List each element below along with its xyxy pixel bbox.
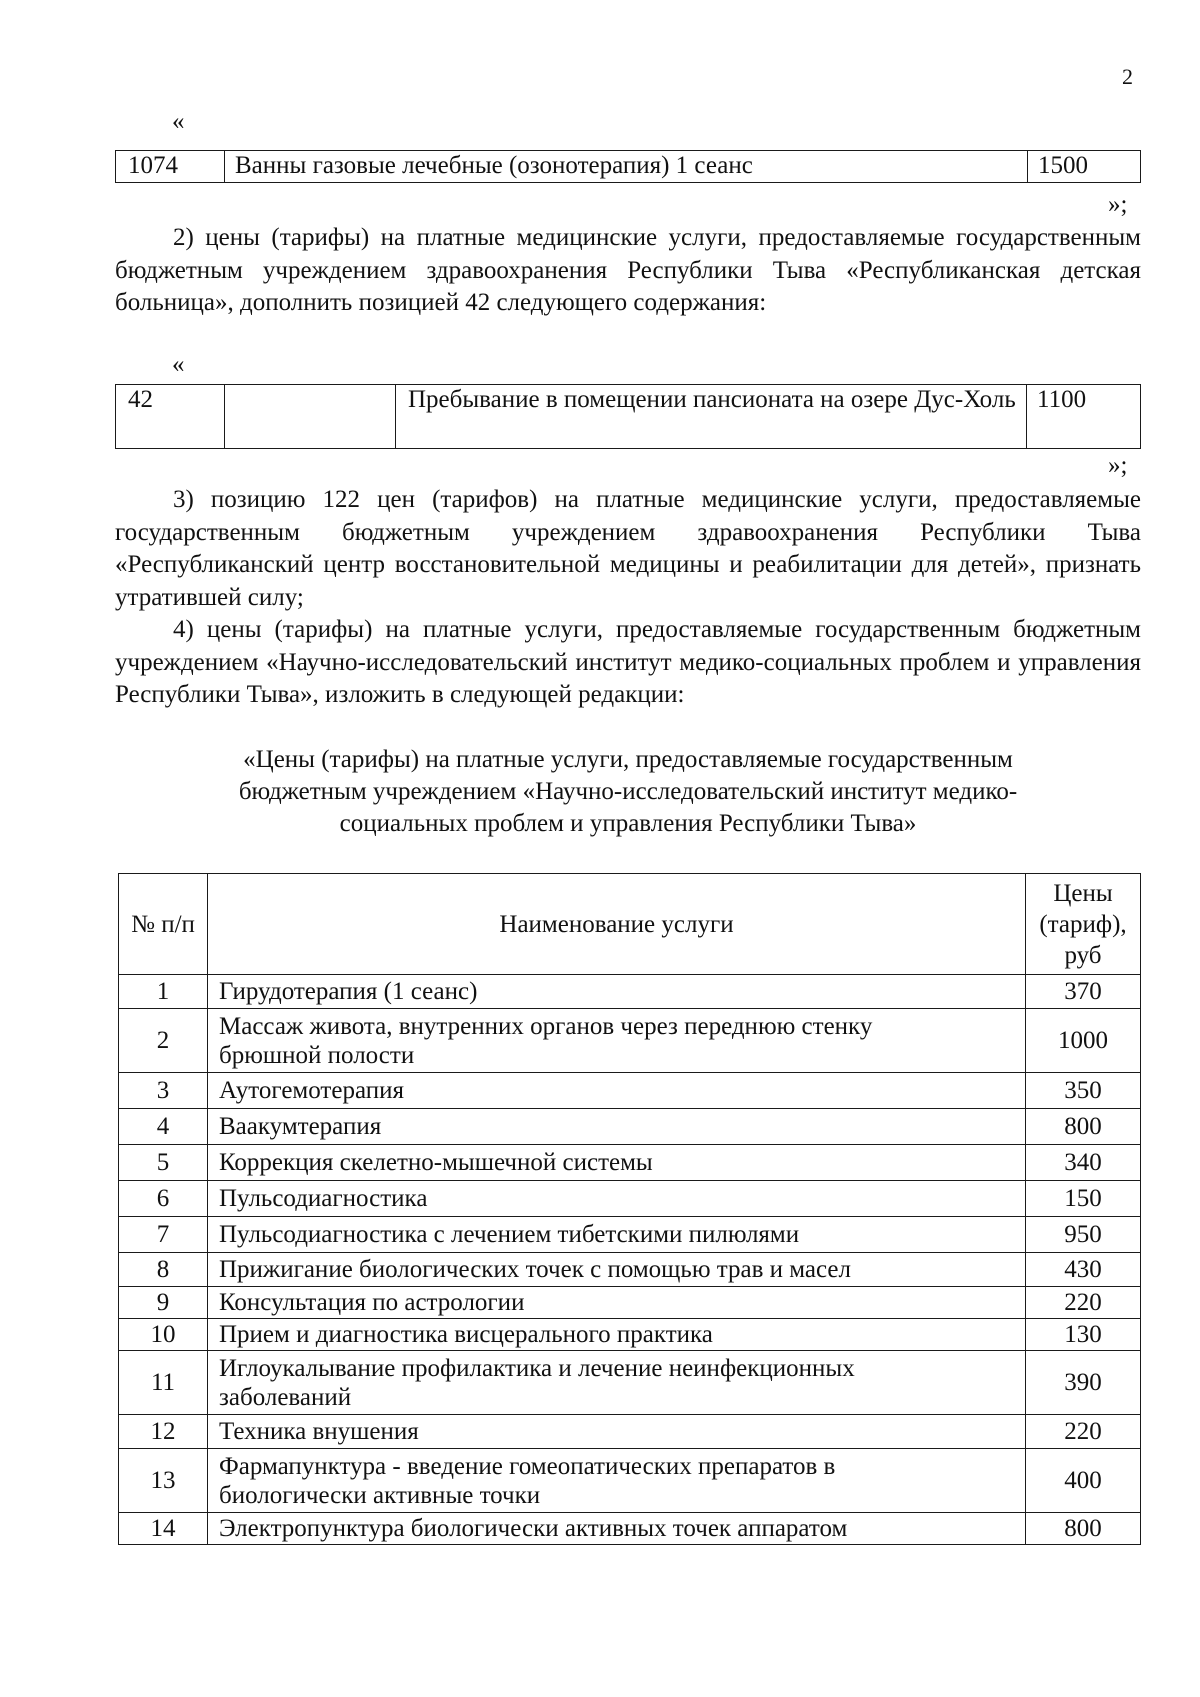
row-service-name: Массаж живота, внутренних органов через переднюю стенку брюшной полости bbox=[208, 1009, 1026, 1073]
title-line-1: «Цены (тарифы) на платные услуги, предоставляемые государственным bbox=[243, 746, 1013, 773]
price-list-title bbox=[115, 744, 1141, 840]
table-row bbox=[116, 385, 1141, 449]
table-row bbox=[119, 1109, 1141, 1145]
table-row bbox=[119, 1415, 1141, 1449]
table-row bbox=[119, 1145, 1141, 1181]
paragraph-4 bbox=[115, 614, 1141, 712]
row-service-name: Аутогемотерапия bbox=[208, 1073, 1026, 1109]
table-row bbox=[119, 1009, 1141, 1073]
opening-quote: « bbox=[172, 351, 185, 378]
paragraph-2 bbox=[115, 222, 1141, 320]
header-price: Цены (тариф), руб bbox=[1026, 874, 1141, 975]
row-number: 6 bbox=[119, 1181, 208, 1217]
paragraph-2-text: 2) цены (тарифы) на платные медицинские услуги, предоставляемые государственным бюджетным учреждением здравоохранения Республики Тыва «Республиканская детская больница», дополнить позицией 42 следующего содержания: bbox=[115, 224, 1141, 316]
table-row bbox=[119, 1351, 1141, 1415]
row-number: 1 bbox=[119, 975, 208, 1009]
table-row bbox=[119, 1319, 1141, 1351]
table-row bbox=[119, 1217, 1141, 1253]
row-number: 5 bbox=[119, 1145, 208, 1181]
row-service-name: Иглоукалывание профилактика и лечение неинфекционных заболеваний bbox=[208, 1351, 1026, 1415]
row-number: 8 bbox=[119, 1253, 208, 1287]
table-row bbox=[119, 1287, 1141, 1319]
row-price: 340 bbox=[1026, 1145, 1141, 1181]
service-name-cell: Пребывание в помещении пансионата на озере Дус-Холь bbox=[396, 385, 1027, 449]
row-number: 10 bbox=[119, 1319, 208, 1351]
code-cell: 1074 bbox=[116, 151, 225, 183]
row-number: 11 bbox=[119, 1351, 208, 1415]
row-price: 800 bbox=[1026, 1513, 1141, 1545]
row-service-name: Фармапунктура - введение гомеопатических препаратов в биологически активные точки bbox=[208, 1449, 1026, 1513]
row-price: 220 bbox=[1026, 1287, 1141, 1319]
price-list-table bbox=[118, 873, 1141, 1545]
row-price: 400 bbox=[1026, 1449, 1141, 1513]
table-row bbox=[119, 1073, 1141, 1109]
row-service-name: Прижигание биологических точек с помощью трав и масел bbox=[208, 1253, 1026, 1287]
row-service-name: Коррекция скелетно-мышечной системы bbox=[208, 1145, 1026, 1181]
table-row bbox=[119, 1181, 1141, 1217]
row-price: 370 bbox=[1026, 975, 1141, 1009]
paragraph-3-text: 3) позицию 122 цен (тарифов) на платные медицинские услуги, предоставляемые государственным бюджетным учреждением здравоохранения Республики Тыва «Республиканский центр восстановительной медицины и реабилитации для детей», признать утратившей силу; bbox=[115, 486, 1141, 611]
table-row bbox=[119, 975, 1141, 1009]
row-price: 130 bbox=[1026, 1319, 1141, 1351]
row-service-name: Ваакумтерапия bbox=[208, 1109, 1026, 1145]
row-service-name: Техника внушения bbox=[208, 1415, 1026, 1449]
row-number: 4 bbox=[119, 1109, 208, 1145]
row-service-name: Прием и диагностика висцерального практика bbox=[208, 1319, 1026, 1351]
title-line-2: бюджетным учреждением «Научно-исследовательский институт медико- bbox=[238, 778, 1018, 805]
header-service-name: Наименование услуги bbox=[208, 874, 1026, 975]
row-price: 350 bbox=[1026, 1073, 1141, 1109]
paragraph-3 bbox=[115, 484, 1141, 614]
table-header-row bbox=[119, 874, 1141, 975]
closing-quote: »; bbox=[1108, 191, 1128, 218]
row-number: 13 bbox=[119, 1449, 208, 1513]
code-cell: 42 bbox=[116, 385, 225, 449]
row-number: 2 bbox=[119, 1009, 208, 1073]
row-service-name: Гирудотерапия (1 сеанс) bbox=[208, 975, 1026, 1009]
row-number: 7 bbox=[119, 1217, 208, 1253]
opening-quote: « bbox=[172, 108, 185, 135]
row-number: 14 bbox=[119, 1513, 208, 1545]
table-row bbox=[116, 151, 1141, 183]
row-service-name: Пульсодиагностика с лечением тибетскими пилюлями bbox=[208, 1217, 1026, 1253]
row-number: 3 bbox=[119, 1073, 208, 1109]
row-price: 950 bbox=[1026, 1217, 1141, 1253]
amendment-table-1 bbox=[115, 150, 1141, 183]
table-row bbox=[119, 1513, 1141, 1545]
price-cell: 1100 bbox=[1027, 385, 1141, 449]
table-row bbox=[119, 1449, 1141, 1513]
row-price: 220 bbox=[1026, 1415, 1141, 1449]
row-number: 9 bbox=[119, 1287, 208, 1319]
header-number: № п/п bbox=[119, 874, 208, 975]
title-line-3: социальных проблем и управления Республики Тыва» bbox=[339, 810, 917, 837]
row-service-name: Электропунктура биологически активных точек аппаратом bbox=[208, 1513, 1026, 1545]
closing-quote: »; bbox=[1108, 452, 1128, 479]
paragraph-4-text: 4) цены (тарифы) на платные услуги, предоставляемые государственным бюджетным учреждением «Научно-исследовательский институт медико-социальных проблем и управления Республики Тыва», изложить в следующей редакции: bbox=[115, 616, 1141, 708]
page-number: 2 bbox=[1122, 64, 1133, 89]
row-price: 430 bbox=[1026, 1253, 1141, 1287]
empty-cell bbox=[225, 385, 396, 449]
row-price: 1000 bbox=[1026, 1009, 1141, 1073]
service-name-cell: Ванны газовые лечебные (озонотерапия) 1 сеанс bbox=[225, 151, 1028, 183]
amendment-table-2 bbox=[115, 384, 1141, 449]
row-number: 12 bbox=[119, 1415, 208, 1449]
row-service-name: Консультация по астрологии bbox=[208, 1287, 1026, 1319]
row-price: 390 bbox=[1026, 1351, 1141, 1415]
row-price: 800 bbox=[1026, 1109, 1141, 1145]
row-price: 150 bbox=[1026, 1181, 1141, 1217]
row-service-name: Пульсодиагностика bbox=[208, 1181, 1026, 1217]
price-cell: 1500 bbox=[1028, 151, 1141, 183]
table-row bbox=[119, 1253, 1141, 1287]
